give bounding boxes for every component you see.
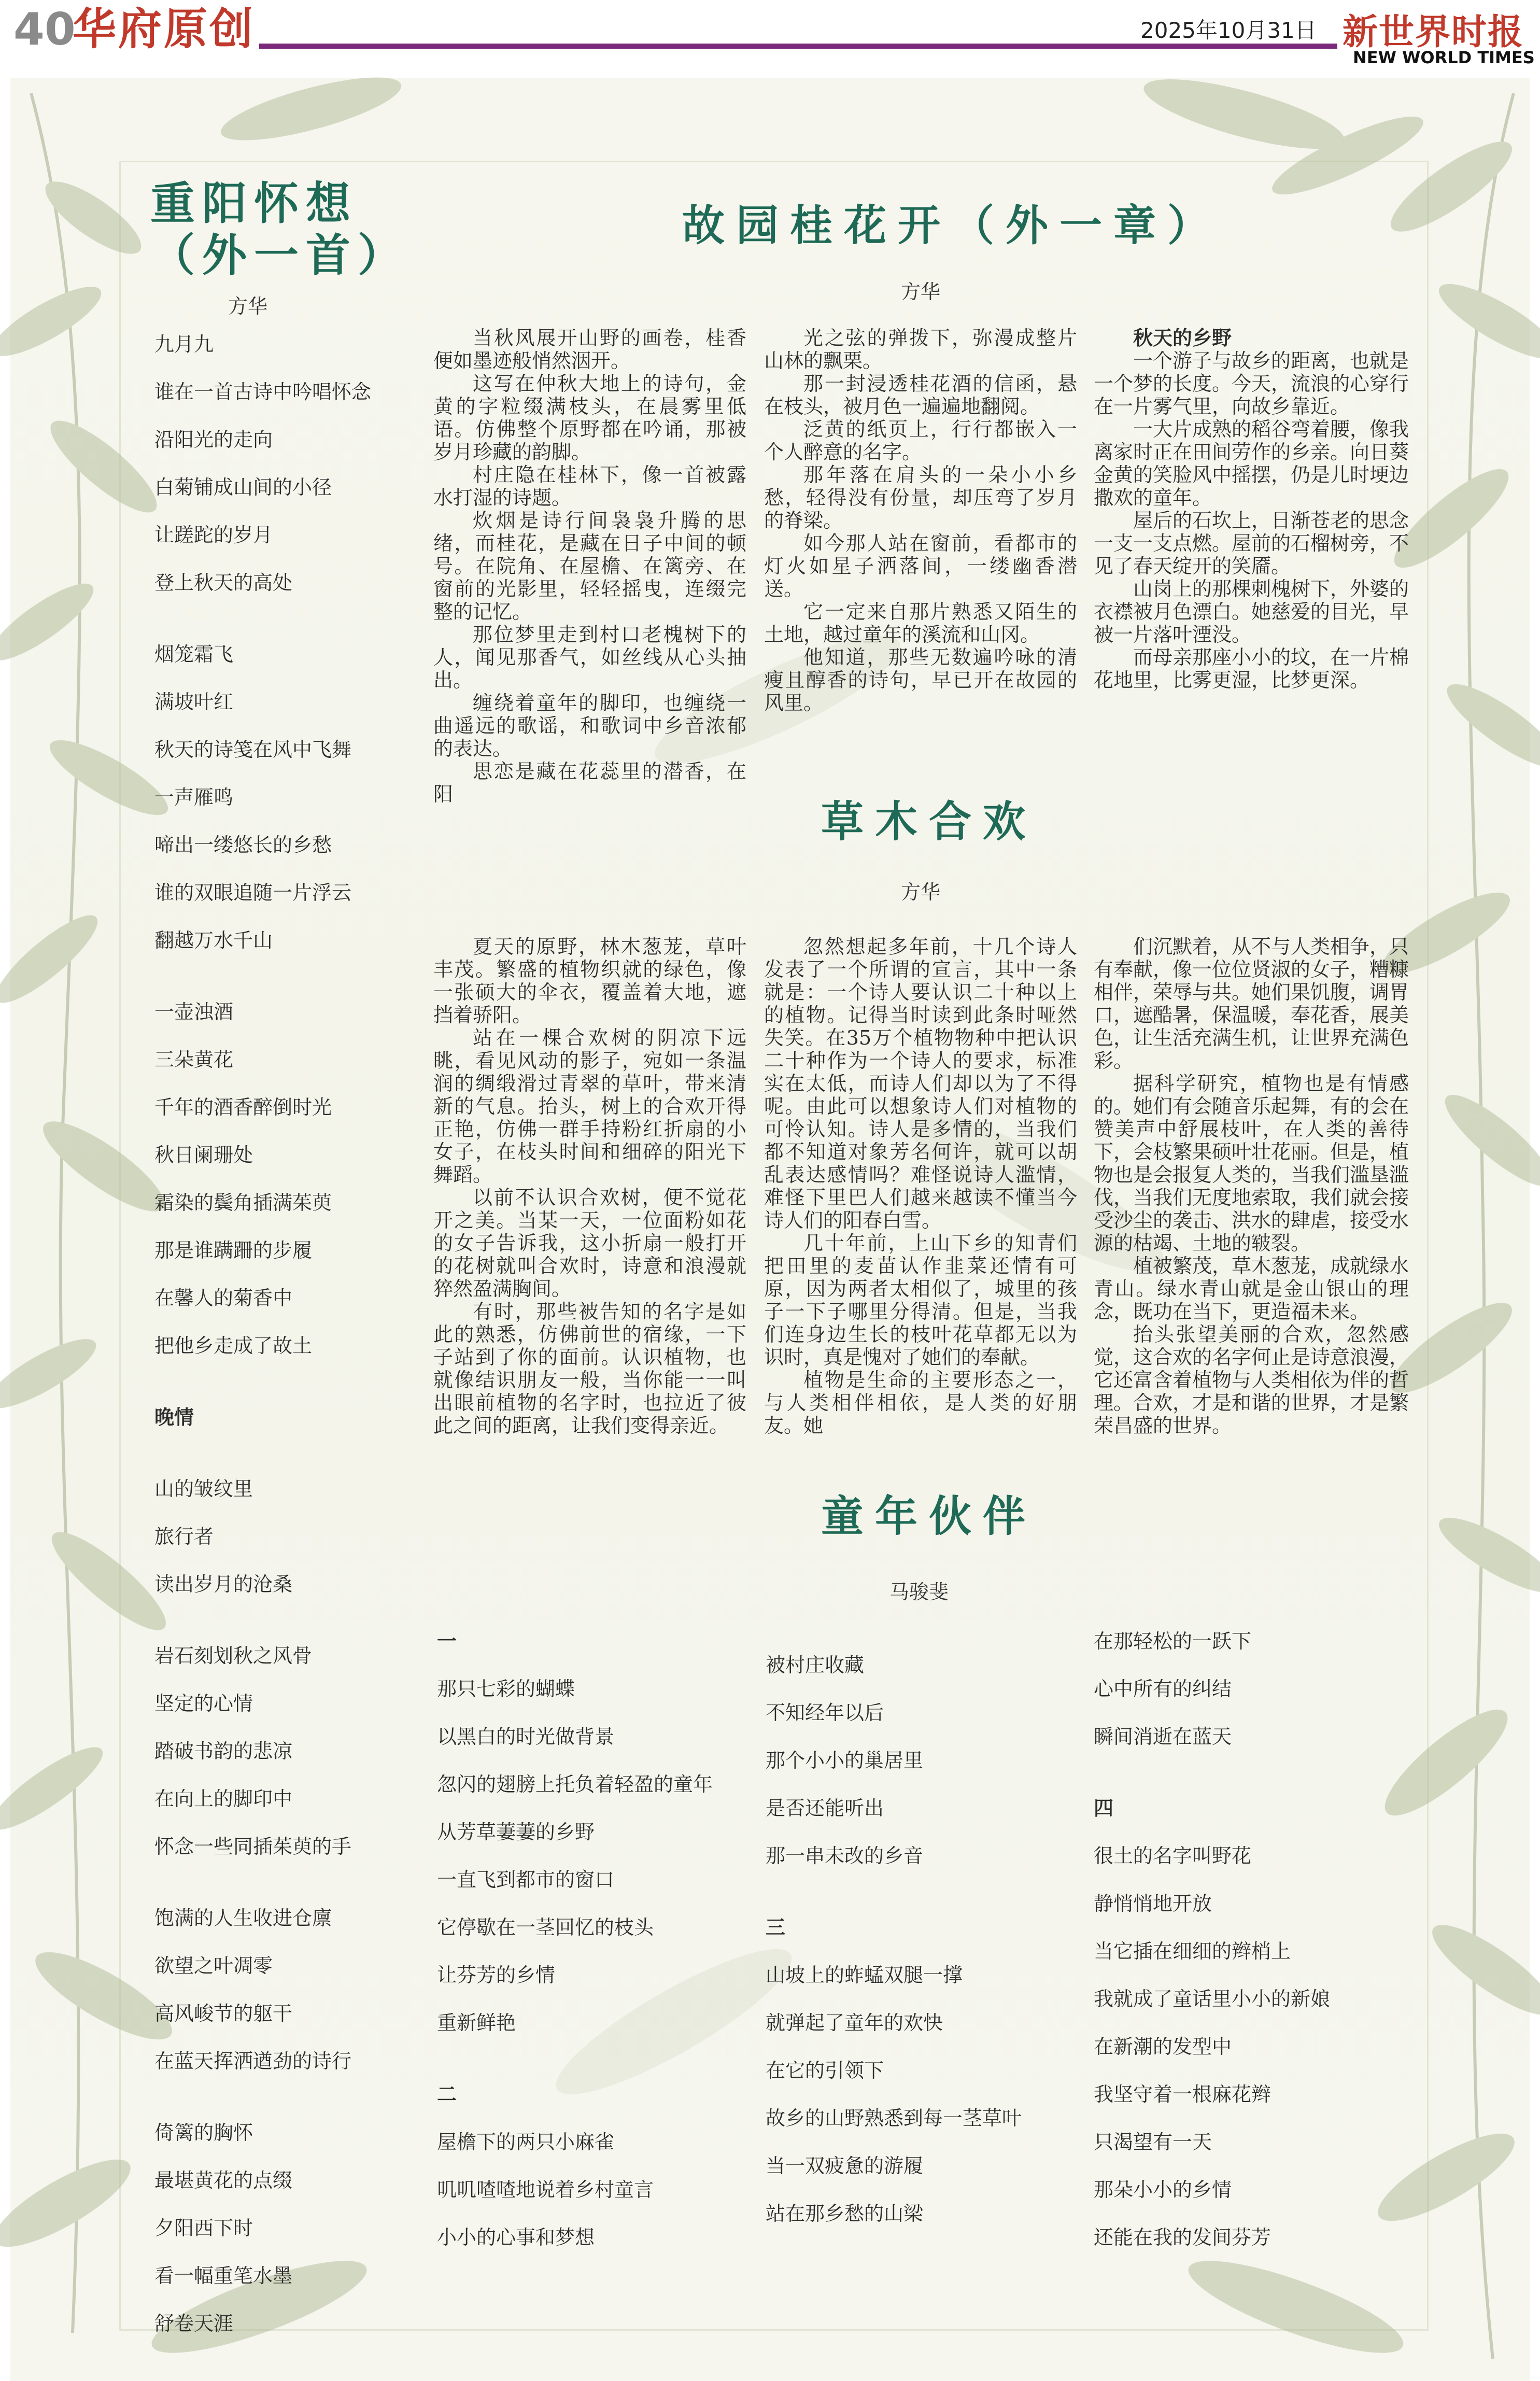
article-title: 草木合欢 — [821, 797, 1037, 847]
paragraph: 那一封浸透桂花酒的信函，悬在枝头，被月色一遍遍地翻阅。 — [764, 372, 1077, 418]
newspaper-logo: 新世界时报 — [1343, 11, 1524, 53]
stanza-break — [154, 1608, 383, 1632]
poem-line: 屋檐下的两只小麻雀 — [437, 2131, 615, 2153]
poem-line: 从芳草萋萋的乡野 — [437, 1821, 595, 1843]
poem-body — [1094, 1617, 1405, 2261]
poem-line: 小小的心事和梦想 — [437, 2226, 595, 2249]
paragraph: 他知道，那些无数遍吟咏的清瘦且醇香的诗句，早已开在故园的风里。 — [764, 646, 1077, 714]
poem-line: 重新鲜艳 — [437, 2011, 516, 2034]
poem-line: 岩石刻划秋之风骨 — [154, 1644, 313, 1667]
poem-line: 一壶浊酒 — [154, 1001, 234, 1023]
poem-line: 站在那乡愁的山梁 — [766, 2202, 924, 2225]
stanza-break — [154, 607, 383, 630]
poem-line: 饱满的人生收进仓廪 — [154, 1907, 332, 1929]
poem-line: 高风峻节的躯干 — [154, 2002, 293, 2025]
poem-line: 一直飞到都市的窗口 — [437, 1868, 615, 1891]
paragraph: 屋后的石坎上，日渐苍老的思念一支一支点燃。屋前的石榴树旁，不见了春天绽开的笑靥。 — [1094, 509, 1409, 577]
stanza-number: 二 — [437, 2082, 457, 2106]
poem-line: 故乡的山野熟悉到每一茎草叶 — [766, 2107, 1022, 2130]
poem-title: 童年伙伴 — [821, 1492, 1037, 1541]
section-title: 华府原创 — [73, 4, 256, 54]
poem-line: 就弹起了童年的欢快 — [766, 2011, 943, 2034]
paragraph: 它一定来自那片熟悉又陌生的土地，越过童年的溪流和山冈。 — [764, 600, 1077, 646]
poem-line: 山坡上的蚱蜢双腿一撑 — [766, 1964, 963, 1986]
paragraph: 当秋风展开山野的画卷，桂香便如墨迹般悄然洇开。 — [433, 327, 746, 372]
paragraph: 抬头张望美丽的合欢，忽然感觉，这合欢的名字何止是诗意浪漫，它还富含着植物与人类相依为伴的哲理。合欢，才是和谐的世界，才是繁荣昌盛的世界。 — [1094, 1323, 1409, 1437]
poem-line: 踏破书韵的悲凉 — [154, 1740, 293, 1763]
poem-line: 烟笼霜飞 — [154, 643, 234, 666]
poem-body — [437, 1617, 748, 2261]
paragraph: 如今那人站在窗前，看都市的灯火如星子洒落间，一缕幽香潜送。 — [764, 532, 1077, 600]
paragraph: 夏天的原野，林木葱茏，草叶丰茂。繁盛的植物织就的绿色，像一张硕大的伞衣，覆盖着大地，遮挡着骄阳。 — [433, 935, 746, 1026]
stanza-break — [154, 1870, 383, 1894]
stanza-break — [437, 2047, 748, 2070]
poem-line: 最堪黄花的点缀 — [154, 2169, 293, 2192]
poem-line: 在向上的脚印中 — [154, 1787, 293, 1810]
article-author: 方华 — [901, 881, 941, 904]
poem-line: 谁在一首古诗中吟唱怀念 — [154, 381, 372, 403]
poem-author: 方华 — [228, 295, 268, 318]
publication-date: 2025年10月31日 — [1140, 18, 1317, 43]
poem-line: 在馨人的菊香中 — [154, 1287, 293, 1309]
poem-line: 以黑白的时光做背景 — [437, 1725, 615, 1748]
poem-line: 山的皱纹里 — [154, 1477, 253, 1500]
article-column — [1094, 935, 1409, 1443]
poem-line: 那个小小的巢居里 — [766, 1749, 924, 1772]
poem-title-suffix: （外一首） — [150, 230, 409, 281]
poem-body — [154, 320, 383, 2347]
paragraph: 光之弦的弹拨下，弥漫成整片山林的飘栗。 — [764, 327, 1077, 372]
poem-line: 瞬间消逝在蓝天 — [1094, 1725, 1232, 1748]
poem-line: 读出岁月的沧桑 — [154, 1573, 293, 1596]
paragraph: 山岗上的那棵刺槐树下，外婆的衣襟被月色漂白。她慈爱的目光，早被一片落叶湮没。 — [1094, 577, 1409, 646]
stanza-break — [154, 2085, 383, 2109]
poem-body — [766, 1641, 1077, 2237]
newspaper-logo-english: NEW WORLD TIMES — [1353, 48, 1535, 67]
poem-line: 千年的酒香醉倒时光 — [154, 1096, 332, 1119]
poem-line: 当它插在细细的辫梢上 — [1094, 1940, 1291, 1963]
article-column — [764, 935, 1077, 1443]
poem-line: 忽闪的翅膀上托负着轻盈的童年 — [437, 1773, 713, 1796]
paragraph: 以前不认识合欢树，便不觉花开之美。当某一天，一位面粉如花的女子告诉我，这小折扇一般打开的花树就叫合欢时，诗意和浪漫就猝然盈满胸间。 — [433, 1186, 746, 1300]
poem-line: 欲望之叶凋零 — [154, 1954, 273, 1977]
paragraph: 那年落在肩头的一朵小小乡愁，轻得没有份量，却压弯了岁月的脊梁。 — [764, 463, 1077, 532]
stanza-break — [154, 1370, 383, 1393]
poem-line: 还能在我的发间芬芳 — [1094, 2226, 1271, 2249]
poem-line: 在它的引领下 — [766, 2059, 884, 2082]
poem-line: 坚定的心情 — [154, 1692, 253, 1715]
poem-line: 在那轻松的一跃下 — [1094, 1630, 1252, 1653]
poem-line: 心中所有的纠结 — [1094, 1678, 1232, 1700]
poem-subtitle: 晚情 — [154, 1405, 194, 1429]
poem-line: 静悄悄地开放 — [1094, 1892, 1212, 1915]
paragraph: 忽然想起多年前，十几个诗人发表了一个所谓的宣言，其中一条就是：一个诗人要认识二十种以上的植物。记得当时读到此条时哑然失笑。在35万个植物物种中把认识二十种作为一个诗人的要求，标准实在太低，而诗人们却以为了不得呢。由此可以想象诗人们对植物的可怜认知。诗人是多情的，当我们都不知道对象芳名何许，就可以胡乱表达感情吗？难怪说诗人滥情，难怪下里巴人们越来越读不懂当今诗人们的阳春白雪。 — [764, 935, 1077, 1232]
stanza-number: 四 — [1094, 1796, 1114, 1820]
poem-title: 重阳怀想 — [150, 178, 358, 230]
poem-line: 看一幅重笔水墨 — [154, 2264, 293, 2287]
poem-author: 马骏斐 — [889, 1581, 949, 1603]
poem-line: 叽叽喳喳地说着乡村童言 — [437, 2178, 654, 2201]
poem-line: 登上秋天的高处 — [154, 571, 293, 594]
poem-line: 当一双疲惫的游履 — [766, 2154, 924, 2177]
paragraph: 一个游子与故乡的距离，也就是一个梦的长度。今天，流浪的心穿行在一片雾气里，向故乡靠近。 — [1094, 349, 1409, 418]
paragraph: 炊烟是诗行间袅袅升腾的思绪，而桂花，是藏在日子中间的顿号。在院角、在屋檐、在篱旁、在窗前的光影里，轻轻摇曳，连缀完整的记忆。 — [433, 509, 746, 623]
paragraph: 植物是生命的主要形态之一，与人类相伴相依，是人类的好朋友。她 — [764, 1369, 1077, 1437]
section-subheading: 秋天的乡野 — [1133, 326, 1232, 349]
stanza-break — [154, 964, 383, 988]
paragraph: 植被繁茂，草木葱茏，成就绿水青山。绿水青山就是金山银山的理念，既功在当下，更造福未来。 — [1094, 1255, 1409, 1323]
poem-line: 那是谁蹒跚的步履 — [154, 1239, 313, 1262]
paragraph: 这写在仲秋大地上的诗句，金黄的字粒缀满枝头，在晨雾里低语。仿佛整个原野都在吟诵，那被岁月珍藏的韵脚。 — [433, 372, 746, 463]
poem-line: 被村庄收藏 — [766, 1654, 865, 1676]
poem-line: 满坡叶红 — [154, 691, 234, 713]
paragraph: 而母亲那座小小的坟，在一片棉花地里，比雾更湿，比梦更深。 — [1094, 646, 1409, 692]
poem-line: 把他乡走成了故土 — [154, 1334, 313, 1357]
poem-line: 秋日阑珊处 — [154, 1144, 253, 1166]
stanza-number: 一 — [437, 1629, 457, 1653]
poem-line: 只渴望有一天 — [1094, 2131, 1212, 2153]
poem-line: 那只七彩的蝴蝶 — [437, 1678, 575, 1700]
paragraph: 泛黄的纸页上，行行都嵌入一个人醉意的名字。 — [764, 418, 1077, 463]
stanza-break — [766, 1880, 1077, 1904]
poem-line: 我就成了童话里小小的新娘 — [1094, 1988, 1331, 2010]
poem-line: 沿阳光的走向 — [154, 428, 273, 451]
poem-line: 我坚守着一根麻花辫 — [1094, 2083, 1271, 2106]
article-title: 故园桂花开（外一章） — [682, 201, 1222, 250]
article-author: 方华 — [901, 280, 941, 303]
page-number: 40 — [13, 4, 76, 55]
poem-line: 倚篱的胸怀 — [154, 2121, 253, 2144]
poem-line: 翻越万水千山 — [154, 929, 273, 952]
poem-line: 很土的名字叫野花 — [1094, 1844, 1252, 1867]
article-column — [1094, 327, 1409, 741]
poem-line: 霜染的鬓角插满茱萸 — [154, 1191, 332, 1214]
stanza-break — [154, 1441, 383, 1465]
poem-line: 旅行者 — [154, 1525, 214, 1548]
poem-line: 三朵黄花 — [154, 1048, 234, 1071]
poem-line: 白菊铺成山间的小径 — [154, 476, 332, 499]
paragraph: 村庄隐在桂林下，像一首被露水打湿的诗题。 — [433, 463, 746, 509]
paragraph: 一大片成熟的稻谷弯着腰，像我离家时正在田间劳作的乡亲。向日葵金黄的笑脸风中摇摆，仍是儿时埂边撒欢的童年。 — [1094, 418, 1409, 509]
paragraph: 几十年前，上山下乡的知青们把田里的麦苗认作韭菜还情有可原，因为两者太相似了，城里的孩子一下子哪里分得清。但是，当我们连身边生长的枝叶花草都无以为识时，真是愧对了她们的奉献。 — [764, 1232, 1077, 1369]
paragraph: 站在一棵合欢树的阴凉下远眺，看见风动的影子，宛如一条温润的绸缎滑过青翠的草叶，带来清新的气息。抬头，树上的合欢开得正艳，仿佛一群手持粉红折扇的小女子，在枝头时间和细碎的阳光下舞蹈。 — [433, 1026, 746, 1186]
poem-line: 九月九 — [154, 333, 214, 356]
paragraph: 有时，那些被告知的名字是如此的熟悉，仿佛前世的宿缘，一下子站到了你的面前。认识植物，也就像结识朋友一般，当你能一一叫出眼前植物的名字时，也拉近了彼此之间的距离，让我们变得亲近。 — [433, 1300, 746, 1437]
poem-line: 在蓝天挥洒遒劲的诗行 — [154, 2050, 352, 2073]
poem-line: 一声雁鸣 — [154, 786, 234, 809]
poem-line: 那朵小小的乡情 — [1094, 2178, 1232, 2201]
poem-line: 让蹉跎的岁月 — [154, 524, 273, 546]
poem-line: 是否还能听出 — [766, 1797, 884, 1820]
poem-line: 在新潮的发型中 — [1094, 2035, 1232, 2058]
poem-line: 让芬芳的乡情 — [437, 1964, 556, 1986]
article-column — [433, 327, 746, 806]
paragraph: 缠绕着童年的脚印，也缠绕一曲遥远的歌谣，和歌词中乡音浓郁的表达。 — [433, 692, 746, 760]
paragraph: 思恋是藏在花蕊里的潜香，在阳 — [433, 760, 746, 806]
poem-line: 它停歇在一茎回忆的枝头 — [437, 1916, 654, 1939]
poem-line: 啼出一缕悠长的乡愁 — [154, 834, 332, 856]
article-column — [433, 935, 746, 1443]
poem-line: 怀念一些同插茱萸的手 — [154, 1835, 352, 1858]
stanza-number: 三 — [766, 1915, 786, 1939]
poem-line: 那一串未改的乡音 — [766, 1844, 924, 1867]
poem-line: 不知经年以后 — [766, 1701, 884, 1724]
poem-line: 秋天的诗笺在风中飞舞 — [154, 738, 352, 761]
paragraph: 们沉默着，从不与人类相争，只有奉献，像一位位贤淑的女子，糟糠相伴，荣辱与共。她们果饥腹，调胃口，遮酷暑，保温暖，奉花香，展美色，让生活充满生机，让世界充满色彩。 — [1094, 935, 1409, 1072]
stanza-break — [1094, 1760, 1405, 1784]
paragraph: 那位梦里走到村口老槐树下的人，闻见那香气，如丝线从心头抽出。 — [433, 623, 746, 692]
poem-line: 谁的双眼追随一片浮云 — [154, 881, 352, 904]
paragraph: 据科学研究，植物也是有情感的。她们有会随音乐起舞，有的会在赞美声中舒展枝叶，在人类的善待下，会枝繁果硕叶壮花丽。但是，植物也是会报复人类的，当我们滥垦滥伐，当我们无度地索取，我们就会接受沙尘的袭击、洪水的肆虐，接受水源的枯竭、土地的皲裂。 — [1094, 1072, 1409, 1255]
poem-line: 舒卷天涯 — [154, 2312, 234, 2335]
article-column — [764, 327, 1077, 721]
poem-line: 夕阳西下时 — [154, 2217, 253, 2239]
